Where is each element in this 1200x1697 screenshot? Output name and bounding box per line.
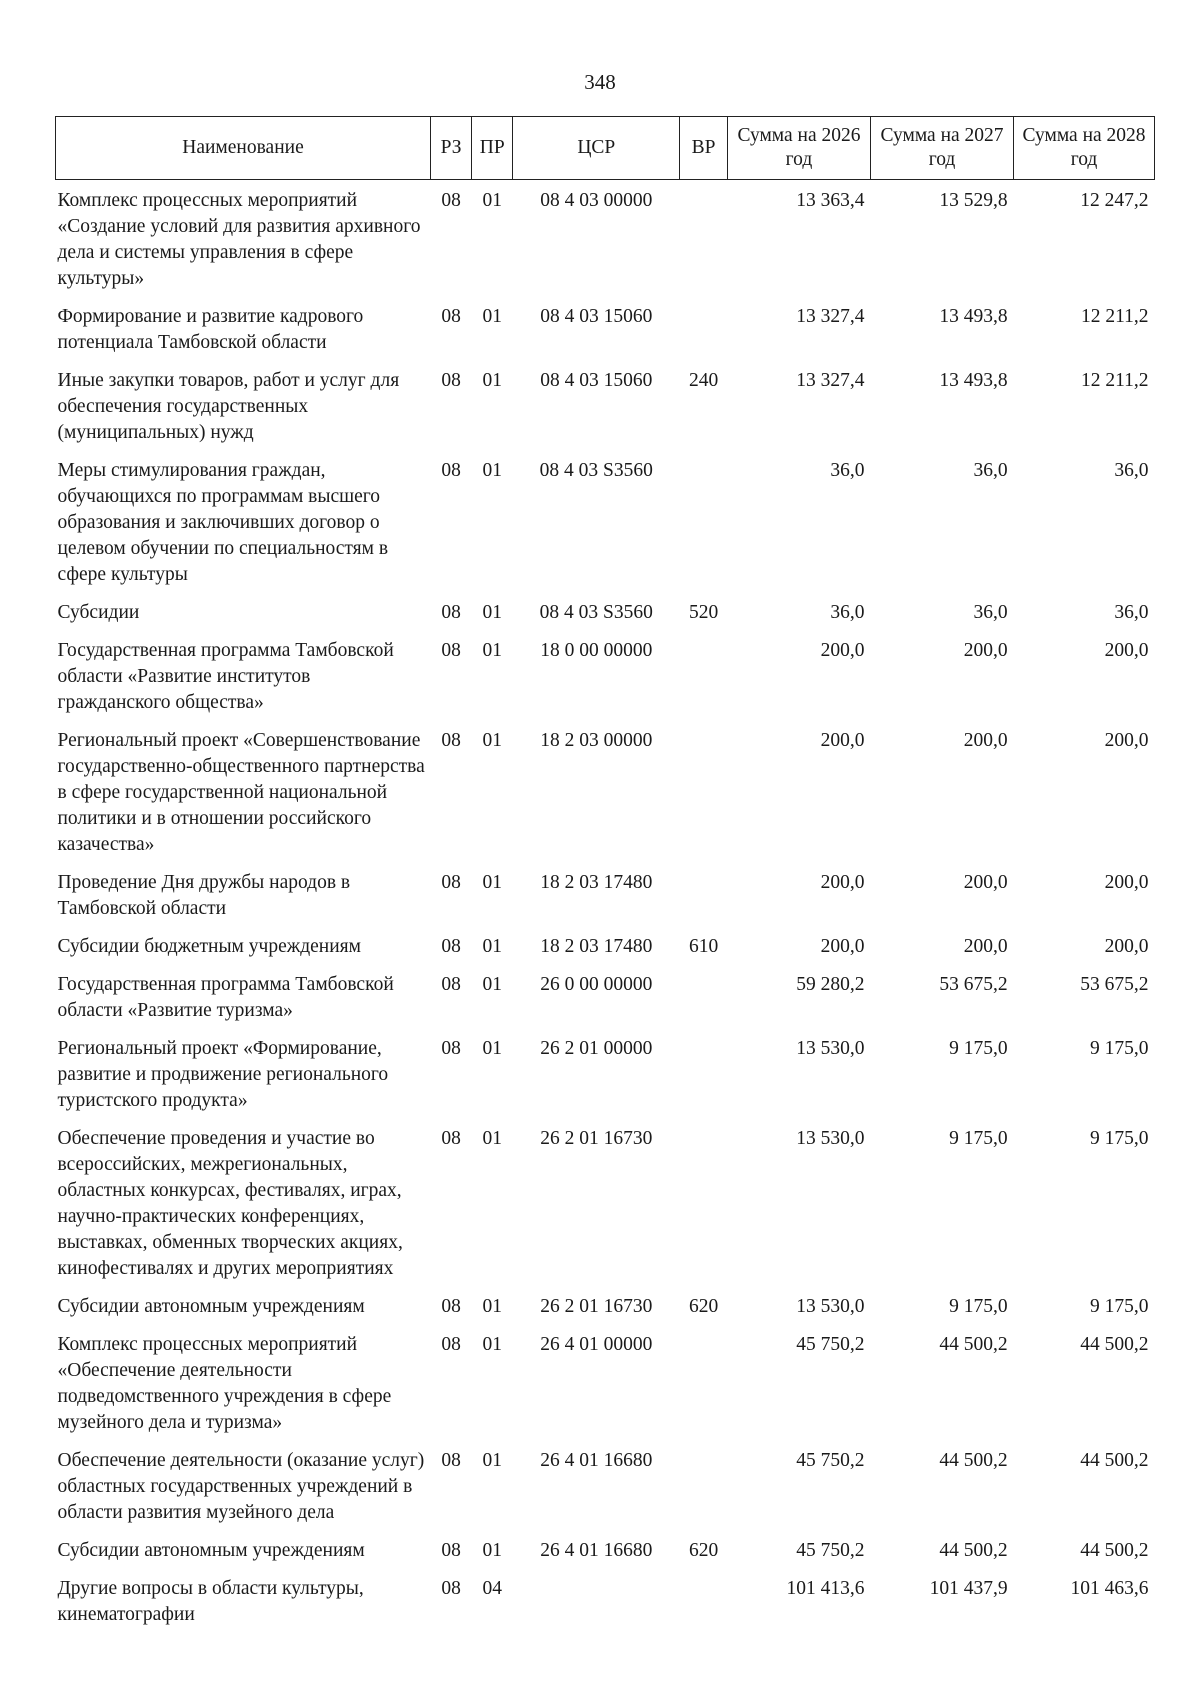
row-csr: 08 4 03 00000: [540, 190, 653, 211]
row-rz: 08: [441, 460, 461, 481]
table-header: [56, 117, 1155, 180]
row-sum-2026: 13 530,0: [796, 1128, 865, 1149]
header-vr: ВР: [680, 117, 728, 180]
row-vr: [680, 1028, 728, 1118]
table-row: [56, 862, 1155, 926]
row-csr: 26 2 01 00000: [540, 1038, 653, 1059]
row-sum-2027: 9 175,0: [949, 1296, 1008, 1317]
row-vr: [680, 1324, 728, 1440]
row-pr: 01: [482, 640, 502, 661]
header-rz: РЗ: [431, 117, 472, 180]
row-sum-2027: 44 500,2: [939, 1334, 1008, 1355]
table-row: [56, 1530, 1155, 1568]
row-pr: 01: [482, 1334, 502, 1355]
row-vr: 620: [688, 1296, 719, 1317]
row-pr: 01: [482, 602, 502, 623]
row-pr: 01: [482, 730, 502, 751]
row-csr: 18 0 00 00000: [540, 640, 653, 661]
row-sum-2026: 45 750,2: [796, 1540, 865, 1561]
row-sum-2026: 200,0: [820, 730, 865, 751]
row-pr: 01: [482, 1540, 502, 1561]
row-rz: 08: [441, 640, 461, 661]
table-row: [56, 1028, 1155, 1118]
row-sum-2028: 200,0: [1104, 730, 1149, 751]
header-sum-2026: Сумма на 2026 год: [727, 117, 870, 180]
row-sum-2026: 200,0: [820, 640, 865, 661]
row-csr: 08 4 03 15060: [540, 306, 653, 327]
row-rz: 08: [441, 1038, 461, 1059]
row-pr: 01: [482, 306, 502, 327]
row-sum-2026: 36,0: [830, 602, 865, 623]
row-pr: 01: [482, 1038, 502, 1059]
row-pr: 01: [482, 936, 502, 957]
row-sum-2026: 59 280,2: [796, 974, 865, 995]
row-vr: [680, 862, 728, 926]
row-pr: 01: [482, 460, 502, 481]
row-csr: [513, 1568, 680, 1632]
row-rz: 08: [441, 936, 461, 957]
row-name: Комплекс процессных мероприятий «Обеспечение деятельности подведомственного учреждения в сфере музейного дела и туризма»: [57, 1334, 392, 1433]
row-sum-2027: 200,0: [963, 872, 1008, 893]
row-name: Меры стимулирования граждан, обучающихся по программам высшего образования и заключивших договор о целевом обучении по специальностям в сфере культуры: [57, 460, 389, 585]
row-pr: 01: [482, 370, 502, 391]
table-row: [56, 450, 1155, 592]
table-row: [56, 180, 1155, 297]
row-name: Государственная программа Тамбовской области «Развитие институтов гражданского общества»: [57, 640, 394, 713]
row-sum-2027: 101 437,9: [929, 1578, 1008, 1599]
row-name: Иные закупки товаров, работ и услуг для обеспечения государственных (муниципальных) нужд: [57, 370, 400, 443]
row-sum-2027: 13 529,8: [939, 190, 1008, 211]
row-sum-2028: 36,0: [1114, 460, 1149, 481]
row-sum-2026: 13 530,0: [796, 1296, 865, 1317]
header-sum-2028: Сумма на 2028 год: [1014, 117, 1155, 180]
row-sum-2026: 45 750,2: [796, 1450, 865, 1471]
row-name: Субсидии автономным учреждениям: [57, 1540, 365, 1561]
table-body: [56, 180, 1155, 1633]
row-sum-2026: 13 363,4: [796, 190, 865, 211]
row-pr: 04: [482, 1578, 502, 1599]
row-name: Обеспечение деятельности (оказание услуг) областных государственных учреждений в области развития музейного дела: [57, 1450, 425, 1523]
row-vr: [680, 1568, 728, 1632]
row-sum-2028: 12 211,2: [1080, 370, 1149, 391]
row-sum-2026: 200,0: [820, 872, 865, 893]
row-sum-2027: 36,0: [973, 602, 1008, 623]
row-sum-2027: 53 675,2: [939, 974, 1008, 995]
row-vr: [680, 180, 728, 297]
row-sum-2027: 36,0: [973, 460, 1008, 481]
row-sum-2026: 13 327,4: [796, 306, 865, 327]
table-row: [56, 1324, 1155, 1440]
table-row: [56, 1286, 1155, 1324]
row-sum-2027: 44 500,2: [939, 1540, 1008, 1561]
row-rz: 08: [441, 1334, 461, 1355]
row-sum-2028: 101 463,6: [1070, 1578, 1149, 1599]
row-vr: [680, 1440, 728, 1530]
row-csr: 18 2 03 17480: [540, 872, 653, 893]
row-rz: 08: [441, 974, 461, 995]
row-rz: 08: [441, 872, 461, 893]
row-sum-2027: 200,0: [963, 640, 1008, 661]
row-name: Субсидии автономным учреждениям: [57, 1296, 365, 1317]
row-rz: 08: [441, 190, 461, 211]
row-name: Региональный проект «Совершенствование государственно-общественного партнерства в сфере государственной национальной политики и в отношении российского казачества»: [57, 730, 425, 855]
table-row: [56, 1568, 1155, 1632]
row-csr: 08 4 03 S3560: [539, 602, 653, 623]
header-row: [56, 117, 1155, 180]
row-sum-2028: 36,0: [1114, 602, 1149, 623]
row-csr: 08 4 03 S3560: [539, 460, 653, 481]
row-sum-2028: 200,0: [1104, 872, 1149, 893]
row-rz: 08: [441, 370, 461, 391]
row-csr: 26 4 01 00000: [540, 1334, 653, 1355]
row-rz: 08: [441, 1450, 461, 1471]
row-sum-2027: 9 175,0: [949, 1038, 1008, 1059]
header-csr: ЦСР: [513, 117, 680, 180]
table-row: [56, 926, 1155, 964]
row-sum-2028: 9 175,0: [1090, 1128, 1149, 1149]
row-name: Другие вопросы в области культуры, кинематографии: [57, 1578, 364, 1625]
row-sum-2027: 13 493,8: [939, 370, 1008, 391]
row-csr: 26 4 01 16680: [540, 1540, 653, 1561]
row-vr: [680, 1118, 728, 1286]
row-csr: 26 2 01 16730: [540, 1296, 653, 1317]
row-name: Субсидии бюджетным учреждениям: [57, 936, 361, 957]
row-sum-2028: 53 675,2: [1080, 974, 1149, 995]
row-vr: 620: [688, 1540, 719, 1561]
table-row: [56, 592, 1155, 630]
row-sum-2028: 200,0: [1104, 640, 1149, 661]
row-sum-2027: 200,0: [963, 936, 1008, 957]
row-pr: 01: [482, 190, 502, 211]
row-rz: 08: [441, 1296, 461, 1317]
row-rz: 08: [441, 730, 461, 751]
row-vr: 240: [688, 370, 719, 391]
row-csr: 26 4 01 16680: [540, 1450, 653, 1471]
row-sum-2026: 200,0: [820, 936, 865, 957]
row-vr: [680, 296, 728, 360]
row-sum-2026: 36,0: [830, 460, 865, 481]
row-name: Комплекс процессных мероприятий «Создание условий для развития архивного дела и системы управления в сфере культуры»: [57, 190, 421, 289]
row-sum-2028: 44 500,2: [1080, 1540, 1149, 1561]
row-sum-2027: 13 493,8: [939, 306, 1008, 327]
row-sum-2028: 44 500,2: [1080, 1334, 1149, 1355]
row-sum-2028: 200,0: [1104, 936, 1149, 957]
budget-table: [55, 116, 1155, 1632]
header-name: Наименование: [56, 117, 431, 180]
row-vr: [680, 720, 728, 862]
row-sum-2028: 12 211,2: [1080, 306, 1149, 327]
row-rz: 08: [441, 602, 461, 623]
page-number: 348: [584, 70, 616, 94]
row-pr: 01: [482, 1450, 502, 1471]
row-rz: 08: [441, 306, 461, 327]
table-row: [56, 964, 1155, 1028]
row-sum-2027: 44 500,2: [939, 1450, 1008, 1471]
row-name: Проведение Дня дружбы народов в Тамбовской области: [57, 872, 351, 919]
row-csr: 08 4 03 15060: [540, 370, 653, 391]
row-name: Формирование и развитие кадрового потенциала Тамбовской области: [57, 306, 364, 353]
row-name: Региональный проект «Формирование, развитие и продвижение регионального туристского продукта»: [57, 1038, 389, 1111]
row-sum-2028: 44 500,2: [1080, 1450, 1149, 1471]
row-sum-2026: 13 530,0: [796, 1038, 865, 1059]
table-row: [56, 720, 1155, 862]
row-csr: 26 2 01 16730: [540, 1128, 653, 1149]
row-vr: 520: [688, 602, 719, 623]
row-sum-2028: 9 175,0: [1090, 1038, 1149, 1059]
row-pr: 01: [482, 974, 502, 995]
table-row: [56, 296, 1155, 360]
row-sum-2028: 12 247,2: [1080, 190, 1149, 211]
row-vr: 610: [688, 936, 719, 957]
table-row: [56, 1118, 1155, 1286]
table-row: [56, 630, 1155, 720]
row-pr: 01: [482, 1128, 502, 1149]
row-sum-2027: 9 175,0: [949, 1128, 1008, 1149]
row-rz: 08: [441, 1578, 461, 1599]
row-vr: [680, 450, 728, 592]
row-name: Обеспечение проведения и участие во всероссийских, межрегиональных, областных конкурсах, фестивалях, играх, научно-практических конференциях, выставках, обменных творческих акциях, кинофестивалях и других мероприятиях: [57, 1128, 403, 1279]
row-sum-2026: 101 413,6: [786, 1578, 865, 1599]
row-name: Субсидии: [57, 602, 140, 623]
row-csr: 18 2 03 17480: [540, 936, 653, 957]
table-row: [56, 360, 1155, 450]
row-sum-2026: 45 750,2: [796, 1334, 865, 1355]
row-rz: 08: [441, 1128, 461, 1149]
row-sum-2028: 9 175,0: [1090, 1296, 1149, 1317]
header-sum-2027: Сумма на 2027 год: [871, 117, 1014, 180]
row-vr: [680, 630, 728, 720]
header-pr: ПР: [472, 117, 513, 180]
row-pr: 01: [482, 1296, 502, 1317]
row-vr: [680, 964, 728, 1028]
row-csr: 26 0 00 00000: [540, 974, 653, 995]
row-rz: 08: [441, 1540, 461, 1561]
row-sum-2026: 13 327,4: [796, 370, 865, 391]
row-pr: 01: [482, 872, 502, 893]
table-row: [56, 1440, 1155, 1530]
row-name: Государственная программа Тамбовской области «Развитие туризма»: [57, 974, 394, 1021]
row-sum-2027: 200,0: [963, 730, 1008, 751]
row-csr: 18 2 03 00000: [540, 730, 653, 751]
